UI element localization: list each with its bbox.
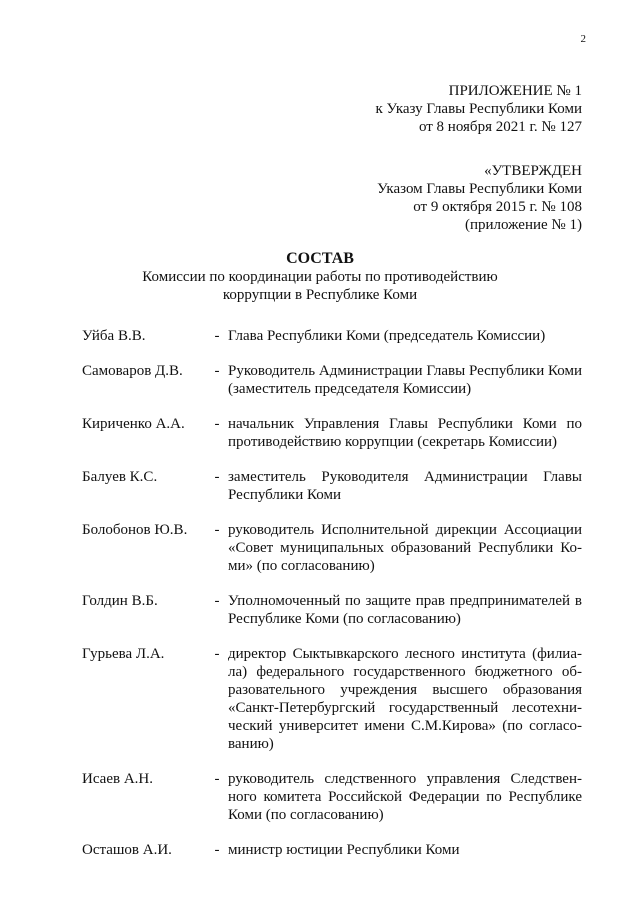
member-name: Болобонов Ю.В. xyxy=(82,522,188,538)
appendix-header xyxy=(375,82,582,136)
member-name: Гурьева Л.А. xyxy=(82,646,165,662)
member-role: директор Сыктывкарского лесного института (филиа-ла) федерального государственного бюджетного об-разовательного учреждения высшего образования «Санкт-Петербургский государственный лесотехни-ческий университет имени С.М.Кирова» (по согласо-ванию) xyxy=(228,646,582,752)
member-row xyxy=(82,841,582,859)
member-row xyxy=(82,362,582,398)
member-dash: - xyxy=(214,522,220,538)
member-row xyxy=(82,521,582,575)
member-row xyxy=(82,327,582,345)
appendix-line-3: от 8 ноября 2021 г. № 127 xyxy=(418,119,582,135)
member-dash: - xyxy=(214,328,220,344)
member-dash: - xyxy=(214,416,220,432)
member-name: Самоваров Д.В. xyxy=(82,363,183,379)
member-name: Осташов А.И. xyxy=(82,842,172,858)
member-dash: - xyxy=(214,469,220,485)
member-name: Уйба В.В. xyxy=(82,328,146,344)
member-row xyxy=(82,592,582,628)
approved-line-1: «УТВЕРЖДЕН xyxy=(484,163,582,179)
member-name: Кириченко А.А. xyxy=(82,416,185,432)
document-title xyxy=(0,250,640,304)
page-number: 2 xyxy=(580,33,586,45)
approved-line-3: от 9 октября 2015 г. № 108 xyxy=(413,199,582,215)
member-name: Исаев А.Н. xyxy=(82,771,153,787)
member-role: руководитель Исполнительной дирекции Ассоциации «Совет муниципальных образований Республики Ко-ми» (по согласованию) xyxy=(228,522,582,574)
member-name: Балуев К.С. xyxy=(82,469,158,485)
member-role: Уполномоченный по защите прав предпринимателей в Республике Коми (по согласованию) xyxy=(228,593,582,627)
member-dash: - xyxy=(214,593,220,609)
member-dash: - xyxy=(214,363,220,379)
member-role: министр юстиции Республики Коми xyxy=(228,842,460,858)
member-role: начальник Управления Главы Республики Коми по противодействию коррупции (секретарь Комиссии) xyxy=(228,416,582,450)
title-line-2: Комиссии по координации работы по противодействию xyxy=(142,269,498,285)
member-row xyxy=(82,415,582,451)
approved-line-4: (приложение № 1) xyxy=(464,217,582,233)
member-dash: - xyxy=(214,842,220,858)
member-dash: - xyxy=(214,771,220,787)
member-role: руководитель следственного управления Следствен-ного комитета Российской Федерации по Республике Коми (по согласованию) xyxy=(228,771,582,823)
member-row xyxy=(82,468,582,504)
members-list xyxy=(82,327,582,876)
member-row xyxy=(82,770,582,824)
approved-header xyxy=(377,162,582,234)
title-line-3: коррупции в Республике Коми xyxy=(222,287,418,303)
approved-line-2: Указом Главы Республики Коми xyxy=(377,181,582,197)
member-dash: - xyxy=(214,646,220,662)
title-main: СОСТАВ xyxy=(286,250,354,267)
member-role: Руководитель Администрации Главы Республики Коми (заместитель председателя Комиссии) xyxy=(228,363,582,397)
member-name: Голдин В.Б. xyxy=(82,593,158,609)
member-role: Глава Республики Коми (председатель Комиссии) xyxy=(228,328,546,344)
member-role: заместитель Руководителя Администрации Главы Республики Коми xyxy=(228,469,582,503)
appendix-line-2: к Указу Главы Республики Коми xyxy=(375,101,582,117)
member-row xyxy=(82,645,582,753)
appendix-line-1: ПРИЛОЖЕНИЕ № 1 xyxy=(448,83,582,99)
